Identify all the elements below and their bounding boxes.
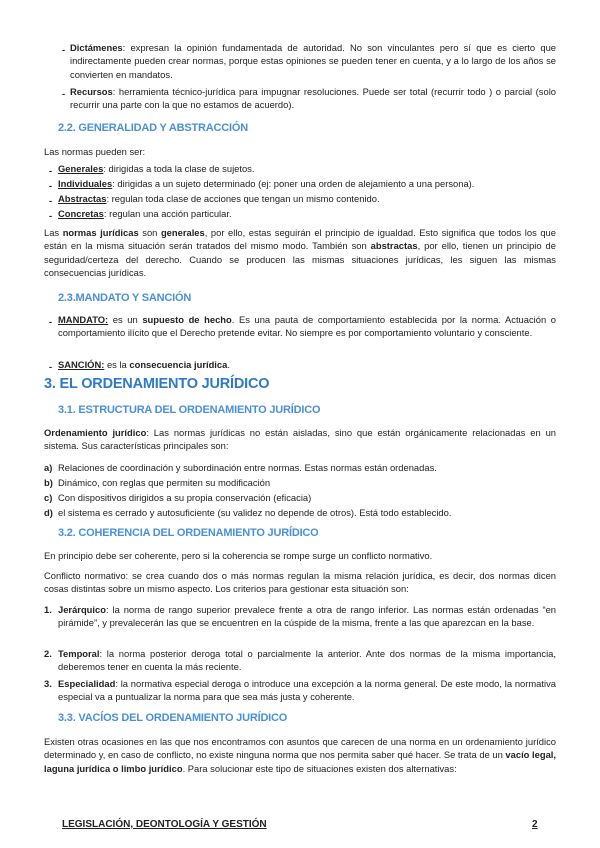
item-text: : la norma posterior deroga total o parcialmente la anterior. Ante dos normas de la misma importancia, deberemos tener en cuenta la más reciente. bbox=[58, 648, 556, 673]
list-item bbox=[58, 647, 556, 674]
term: Especialidad bbox=[58, 678, 116, 689]
bold-text: generales bbox=[160, 227, 205, 238]
heading-2-2: 2.2. GENERALIDAD Y ABSTRACCIÓN bbox=[58, 122, 248, 134]
item-text: : dirigidas a un sujeto determinado (ej: poner una orden de alejamiento a una persona). bbox=[112, 178, 475, 189]
text: Las bbox=[44, 227, 63, 238]
list-item-sancion bbox=[58, 358, 556, 371]
page-number: 2 bbox=[532, 819, 538, 830]
footer-title: LEGISLACIÓN, DEONTOLOGÍA Y GESTIÓN bbox=[62, 819, 267, 830]
list-item: Con dispositivos dirigidos a su propia conservación (eficacia) bbox=[58, 492, 312, 503]
bold-text: supuesto de hecho bbox=[142, 314, 232, 325]
bullet-recursos bbox=[70, 85, 556, 112]
term: Jerárquico bbox=[58, 604, 106, 615]
list-marker: c) bbox=[44, 492, 53, 503]
list-item bbox=[58, 603, 556, 630]
heading-2-3: 2.3.MANDATO Y SANCIÓN bbox=[58, 292, 192, 304]
term: Temporal bbox=[58, 648, 100, 659]
list-marker: a) bbox=[44, 462, 53, 473]
paragraph: En principio debe ser coherente, pero si la coherencia se rompe surge un conflicto normativo. bbox=[44, 550, 433, 561]
bullet-dictamenes bbox=[70, 41, 556, 81]
term: Dictámenes bbox=[70, 42, 123, 53]
heading-3: 3. EL ORDENAMIENTO JURÍDICO bbox=[44, 376, 270, 392]
term: Generales bbox=[58, 163, 104, 174]
paragraph bbox=[44, 226, 556, 280]
list-item bbox=[58, 192, 556, 205]
text: Existen otras ocasiones en las que nos encontramos con asuntos que carecen de una norma en un ordenamiento jurídico determinado y, en caso de conflicto, no existe ninguna norma que nos permita saber qué hacer. Se trata de un bbox=[44, 736, 556, 761]
text: es un bbox=[108, 314, 143, 325]
term: Abstractas bbox=[58, 193, 107, 204]
paragraph: Las normas pueden ser: bbox=[44, 146, 146, 157]
list-marker: d) bbox=[44, 507, 53, 518]
bullet-dash: - bbox=[49, 361, 53, 372]
list-marker: 3. bbox=[44, 678, 52, 689]
paragraph bbox=[44, 426, 556, 453]
text: es la bbox=[104, 359, 130, 370]
list-marker: b) bbox=[44, 477, 53, 488]
item-text: : la norma de rango superior prevalece frente a otra de rango inferior. Las normas están ordenadas “en pirámide”, y prevalecerán las que se encuentren en la cúspide de la misma, frente a las que aparezcan en la base. bbox=[58, 604, 556, 629]
bold-text: Ordenamiento jurídico bbox=[44, 427, 147, 438]
list-item bbox=[58, 677, 556, 704]
list-item bbox=[58, 177, 556, 190]
heading-3-2: 3.2. COHERENCIA DEL ORDENAMIENTO JURÍDICO bbox=[58, 527, 319, 539]
list-item: Dinámico, con reglas que permiten su modificación bbox=[58, 477, 271, 488]
bullet-dash: - bbox=[49, 210, 53, 221]
text: . Para solucionar este tipo de situaciones existen dos alternativas: bbox=[182, 762, 457, 774]
list-item-mandato bbox=[58, 313, 556, 340]
list-item: el sistema es cerrado y autosuficiente (su validez no depende de otros). Está todo establecido. bbox=[58, 507, 452, 518]
bold-text: abstractas bbox=[370, 240, 418, 252]
item-text: : la normativa especial deroga o introduce una excepción a la norma general. De este modo, la normativa especial va a puntualizar la norma para que sea más justa y coherente. bbox=[58, 678, 556, 703]
bullet-dash: - bbox=[62, 44, 66, 55]
text: . Es una pauta de comportamiento establecida por la norma. Actuación o comportamiento ilícito que el Derecho pretende evitar. No siempre es por comportamiento voluntario y consciente. bbox=[58, 314, 556, 339]
bullet-dash: - bbox=[49, 165, 53, 176]
text: , por ello, tienen un principio de seguridad/certeza del derecho. Cuando se producen las mismas situaciones jurídicas, les siguen las mismas consecuencias jurídicas. bbox=[44, 240, 556, 279]
term: SANCIÓN: bbox=[58, 359, 105, 370]
term: Individuales bbox=[58, 178, 113, 189]
item-text: : regulan una acción particular. bbox=[103, 208, 232, 219]
paragraph bbox=[44, 735, 556, 775]
bullet-dash: - bbox=[62, 88, 66, 99]
paragraph: Conflicto normativo: se crea cuando dos o más normas regulan la misma relación jurídica, es decir, dos normas dicen cosas distintas sobre un mismo aspecto. Los criterios para gestionar esta situación son: bbox=[44, 570, 556, 595]
text: son bbox=[138, 227, 161, 238]
list-item bbox=[58, 162, 556, 175]
term: Recursos bbox=[70, 86, 113, 97]
bullet-dash: - bbox=[49, 180, 53, 191]
bold-text: vacío legal, laguna jurídica o limbo jurídico bbox=[44, 749, 556, 774]
bold-text: consecuencia jurídica bbox=[129, 359, 228, 370]
bullet-text: : expresan la opinión fundamentada de autoridad. No son vinculantes pero sí que es cierto que indirectamente pueden crear normas, porque estas opiniones se pueden tener en cuenta, y a lo largo de los años se convierten en mandatos. bbox=[70, 42, 556, 80]
text: : Las normas jurídicas no están aisladas, sino que están orgánicamente relacionadas en un sistema. Sus características principales son: bbox=[44, 427, 557, 452]
term: MANDATO: bbox=[58, 314, 109, 325]
heading-3-1: 3.1. ESTRUCTURA DEL ORDENAMIENTO JURÍDICO bbox=[58, 404, 321, 416]
list-item bbox=[58, 207, 556, 220]
item-text: : regulan toda clase de acciones que tengan un mismo contenido. bbox=[106, 193, 380, 204]
item-text: : dirigidas a toda la clase de sujetos. bbox=[103, 163, 255, 174]
bullet-dash: - bbox=[49, 316, 53, 327]
list-marker: 2. bbox=[44, 648, 52, 659]
bold-text: normas jurídicas bbox=[62, 227, 139, 238]
list-item: Relaciones de coordinación y subordinación entre normas. Estas normas están ordenadas. bbox=[58, 462, 437, 473]
heading-3-3: 3.3. VACÍOS DEL ORDENAMIENTO JURÍDICO bbox=[58, 712, 288, 724]
term: Concretas bbox=[58, 208, 104, 219]
bullet-dash: - bbox=[49, 195, 53, 206]
text: . bbox=[227, 359, 230, 370]
text: , por ello, estas seguirán el principio de igualdad. Esto significa que todos los que están en la misma situación serán tratados del mismo modo. También son bbox=[44, 227, 556, 252]
list-marker: 1. bbox=[44, 604, 52, 615]
bullet-text: : herramienta técnico-jurídica para impugnar resoluciones. Puede ser total (recurrir todo ) o parcial (solo recurrir una parte con la que no estamos de acuerdo). bbox=[70, 86, 556, 111]
